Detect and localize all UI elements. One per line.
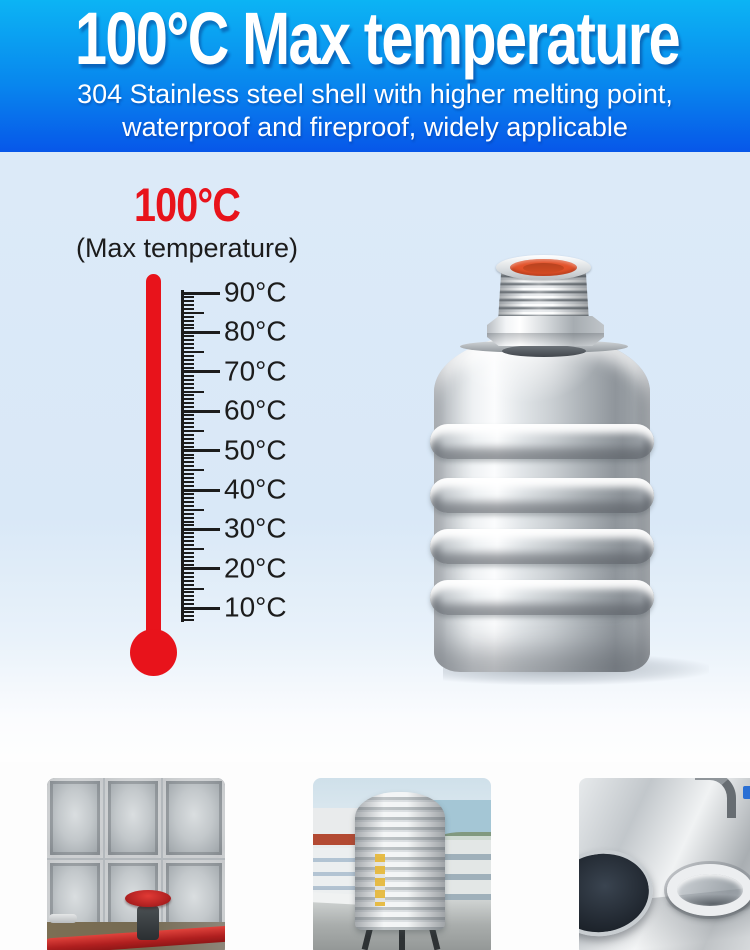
minor-tick <box>183 434 194 436</box>
tank-label <box>375 854 385 906</box>
scale-label: 60°C <box>224 394 287 426</box>
scale-label: 10°C <box>224 591 287 623</box>
minor-tick <box>183 548 204 550</box>
minor-tick <box>183 595 194 597</box>
minor-tick <box>183 418 194 420</box>
minor-tick <box>183 402 194 404</box>
minor-tick <box>183 465 194 467</box>
minor-tick <box>183 501 194 503</box>
subtitle-line-1: 304 Stainless steel shell with higher melting point, <box>77 79 673 109</box>
minor-tick <box>183 343 194 345</box>
minor-tick <box>183 367 194 369</box>
minor-tick <box>183 544 194 546</box>
application-gallery <box>0 762 750 940</box>
major-tick <box>183 331 220 334</box>
valve-ridge <box>430 424 654 459</box>
minor-tick <box>183 591 194 593</box>
rooftop-stainless-water-tank-photo <box>313 778 491 950</box>
minor-tick <box>183 383 194 385</box>
major-tick <box>183 567 220 570</box>
max-temperature-value: 100°C <box>134 178 240 231</box>
minor-tick <box>183 477 194 479</box>
minor-tick <box>183 584 194 586</box>
cylindrical-water-tank <box>355 792 445 930</box>
minor-tick <box>183 442 194 444</box>
minor-tick <box>183 603 194 605</box>
minor-tick <box>183 615 194 617</box>
major-tick <box>183 292 220 295</box>
minor-tick <box>183 611 194 613</box>
minor-tick <box>183 359 194 361</box>
minor-tick <box>183 454 194 456</box>
minor-tick <box>183 552 194 554</box>
minor-tick <box>183 532 194 534</box>
minor-tick <box>183 394 194 396</box>
major-tick <box>183 449 220 452</box>
minor-tick <box>183 316 194 318</box>
minor-tick <box>183 398 194 400</box>
minor-tick <box>183 505 194 507</box>
scale-label: 30°C <box>224 512 287 544</box>
major-tick <box>183 370 220 373</box>
max-temperature-caption: (Max temperature) <box>75 233 299 263</box>
minor-tick <box>183 513 194 515</box>
minor-tick <box>183 426 194 428</box>
minor-tick <box>183 351 204 353</box>
minor-tick <box>183 304 194 306</box>
minor-tick <box>183 308 194 310</box>
minor-tick <box>183 576 194 578</box>
scale-label: 70°C <box>224 355 287 387</box>
minor-tick <box>183 536 194 538</box>
valve-hex-nut <box>487 316 604 346</box>
minor-tick <box>183 363 194 365</box>
scale-label: 90°C <box>224 276 287 308</box>
minor-tick <box>183 524 194 526</box>
minor-tick <box>183 493 194 495</box>
minor-tick <box>183 461 194 463</box>
minor-tick <box>183 406 194 408</box>
minor-tick <box>183 481 194 483</box>
page-title: 100°C Max temperature <box>75 0 680 81</box>
minor-tick <box>183 619 194 621</box>
stainless-tank-top-fitting-photo <box>579 778 750 950</box>
minor-tick <box>183 296 194 298</box>
minor-tick <box>183 414 194 416</box>
minor-tick <box>183 379 194 381</box>
minor-tick <box>183 391 204 393</box>
scale-label: 50°C <box>224 434 287 466</box>
major-tick <box>183 528 220 531</box>
scale-label: 20°C <box>224 552 287 584</box>
blue-fitting <box>743 786 750 799</box>
minor-tick <box>183 572 194 574</box>
scale-label: 40°C <box>224 473 287 505</box>
major-tick <box>183 607 220 610</box>
minor-tick <box>183 446 194 448</box>
valve-collar <box>502 345 586 357</box>
polished-ring <box>667 864 750 916</box>
minor-tick <box>183 540 194 542</box>
pipe-stub <box>49 914 77 923</box>
minor-tick <box>183 485 194 487</box>
tank-panel <box>105 778 161 858</box>
temperature-section <box>0 152 750 762</box>
minor-tick <box>183 320 194 322</box>
minor-tick <box>183 564 194 566</box>
minor-tick <box>183 355 194 357</box>
scale-label: 80°C <box>224 315 287 347</box>
minor-tick <box>183 375 194 377</box>
building <box>313 808 361 852</box>
minor-tick <box>183 588 204 590</box>
subtitle-line-2: waterproof and fireproof, widely applicable <box>122 112 628 142</box>
minor-tick <box>183 521 194 523</box>
minor-tick <box>183 387 194 389</box>
minor-tick <box>183 560 194 562</box>
minor-tick <box>183 580 194 582</box>
minor-tick <box>183 335 194 337</box>
minor-tick <box>183 324 194 326</box>
minor-tick <box>183 457 194 459</box>
tank-panel <box>163 778 225 858</box>
major-tick <box>183 489 220 492</box>
minor-tick <box>183 517 194 519</box>
minor-tick <box>183 509 204 511</box>
minor-tick <box>183 438 194 440</box>
minor-tick <box>183 327 194 329</box>
valve-ridge <box>430 580 654 615</box>
valve-orange-seal <box>510 259 577 276</box>
minor-tick <box>183 556 194 558</box>
minor-tick <box>183 473 194 475</box>
valve-ridge <box>430 529 654 564</box>
minor-tick <box>183 497 194 499</box>
minor-tick <box>183 469 204 471</box>
major-tick <box>183 410 220 413</box>
minor-tick <box>183 347 194 349</box>
stainless-steel-float-valve-photo <box>430 250 660 680</box>
modular-panel-water-tank-photo <box>47 778 225 950</box>
header-banner <box>0 0 750 152</box>
minor-tick <box>183 599 194 601</box>
valve-ridge <box>430 478 654 513</box>
minor-tick <box>183 422 194 424</box>
minor-tick <box>183 430 204 432</box>
faucet <box>695 778 736 818</box>
valve-stem <box>137 906 159 940</box>
minor-tick <box>183 312 204 314</box>
valve-seal-opening <box>523 263 564 273</box>
valve-hex-nut-facet <box>487 333 604 346</box>
tank-panel <box>47 778 103 858</box>
minor-tick <box>183 300 194 302</box>
red-valve-handwheel <box>125 890 171 907</box>
minor-tick <box>183 339 194 341</box>
